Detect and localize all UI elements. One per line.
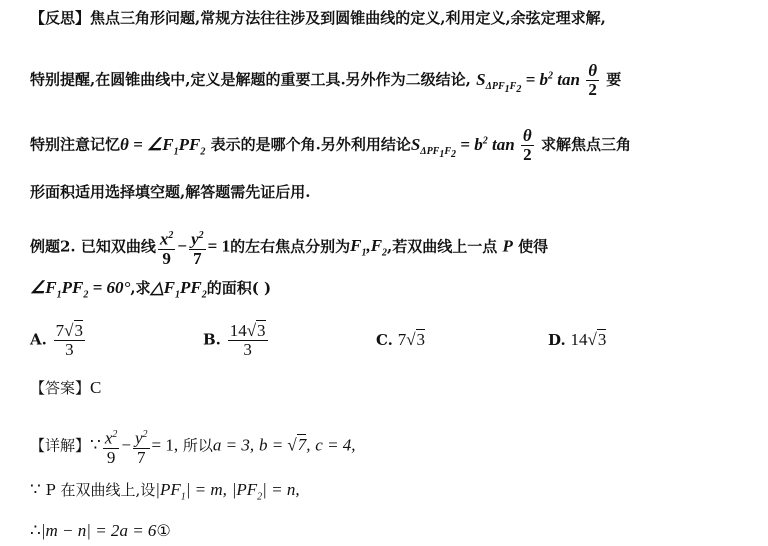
- option-a-value: $\frac{7√3}{3}$: [55, 321, 83, 359]
- reflection-text-2a: 特别提醒,在圆锥曲线中,定义是解题的重要工具.另外作为二级结论,: [30, 70, 471, 89]
- option-b: [203, 322, 270, 359]
- reflection-text-1: 焦点三角形问题,常规方法往往涉及到圆锥曲线的定义,利用定义,余弦定理求解,: [90, 9, 606, 27]
- option-c-value: 7√3: [397, 330, 426, 349]
- reflection-text-2b: 要: [606, 70, 622, 89]
- reflection-line-2: [30, 62, 621, 100]
- reflection-line-1: [30, 8, 606, 28]
- reflection-text-3a: 特别注意记忆: [30, 135, 121, 154]
- angle-condition: $\angle F_1PF_2 = 60^\circ$: [30, 278, 131, 301]
- reflection-text-4: 形面积适用选择填空题,解答题需先证后用.: [30, 183, 311, 201]
- example-text-3: ,若双曲线上一点: [387, 237, 498, 256]
- formula-area-1: $S_{\Delta PF_1F_2} = b^2$ tan: [476, 69, 585, 95]
- reflection-line-4: [30, 182, 310, 202]
- answer-tag: 【答案】: [30, 379, 91, 397]
- detail-c: c = 4,: [315, 435, 356, 455]
- answer-value: C: [90, 378, 102, 397]
- reflection-text-3b: 表示的是哪个角.另外利用结论: [210, 135, 411, 154]
- example-text-4: 使得: [518, 237, 549, 256]
- detail-pf1: $|PF_1| = m$,: [155, 480, 227, 503]
- detail-a: a = 3,: [212, 435, 255, 455]
- detail-pf2: $|PF_2| = n$,: [231, 480, 300, 503]
- detail-eq1: |m − n| = 2a = 6: [40, 521, 157, 540]
- example-line-2: [30, 278, 271, 305]
- example-text-5: ,求: [130, 279, 151, 297]
- option-a-label: A.: [30, 330, 47, 349]
- formula-area-2: $S_{\Delta PF_1F_2} = b^2$ tan: [410, 134, 519, 160]
- example-text-6: 的面积( ): [206, 279, 272, 297]
- example-label: 例题2.: [30, 237, 76, 256]
- detail-line-2: ∵ P 在双曲线上,设$|PF_1| = m$, $|PF_2| = n$,: [30, 480, 300, 503]
- detail-b: b = √7,: [258, 435, 311, 455]
- example-text-2: 的左右焦点分别为: [230, 237, 351, 256]
- reflection-line-3: [30, 127, 631, 165]
- detail-text-2: P 在双曲线上,设: [45, 481, 156, 499]
- frac-y2-7: $\frac{y^2}{7}$: [189, 227, 206, 268]
- triangle-symbol: $\triangle F_1PF_2$: [150, 278, 207, 301]
- detail-line-3: ∴|m − n| = 2a = 6①: [30, 521, 171, 540]
- example-line-1: 例题2. 已知双曲线 $\frac{x^2}{9}$ − $\frac{y^2}{7}$ = 1的左右焦点分别为$F_1,F_2$,若双曲线上一点 P 使得: [30, 227, 548, 268]
- option-a: [30, 322, 87, 359]
- option-d-label: D.: [548, 331, 566, 349]
- option-d-value: 14√3: [570, 330, 607, 349]
- circled-one: ①: [156, 521, 171, 540]
- option-c: [376, 330, 425, 350]
- reflection-tag: 【反思】: [30, 9, 91, 27]
- detail-line-1: 【详解】∵ $\frac{x^2}{9}$ − $\frac{y^2}{7}$ = 1, 所以a = 3, b = √7, c = 4,: [30, 426, 356, 467]
- option-b-value: $\frac{14√3}{3}$: [229, 321, 266, 359]
- formula-theta-half-1: $\frac{\theta}{2}$: [588, 61, 598, 99]
- formula-angle: $\theta = \angle F_1PF_2$: [120, 134, 206, 157]
- option-c-label: C.: [376, 331, 393, 349]
- detail-tag: 【详解】: [30, 436, 91, 455]
- point-p: P: [502, 236, 513, 256]
- example-text-1: 已知双曲线: [80, 237, 156, 256]
- foci-symbols: $F_1,F_2$: [350, 236, 388, 259]
- option-d: [548, 330, 606, 350]
- detail-frac-x: $\frac{x^2}{9}$: [103, 426, 120, 467]
- frac-x2-9: $\frac{x^2}{9}$: [158, 227, 176, 268]
- option-b-label: B.: [203, 330, 221, 349]
- detail-so: 所以: [182, 436, 213, 455]
- answer-line: [30, 378, 101, 398]
- formula-theta-half-2: $\frac{\theta}{2}$: [522, 126, 532, 164]
- reflection-text-3c: 求解焦点三角: [540, 135, 631, 154]
- detail-frac-y: $\frac{y^2}{7}$: [133, 426, 150, 467]
